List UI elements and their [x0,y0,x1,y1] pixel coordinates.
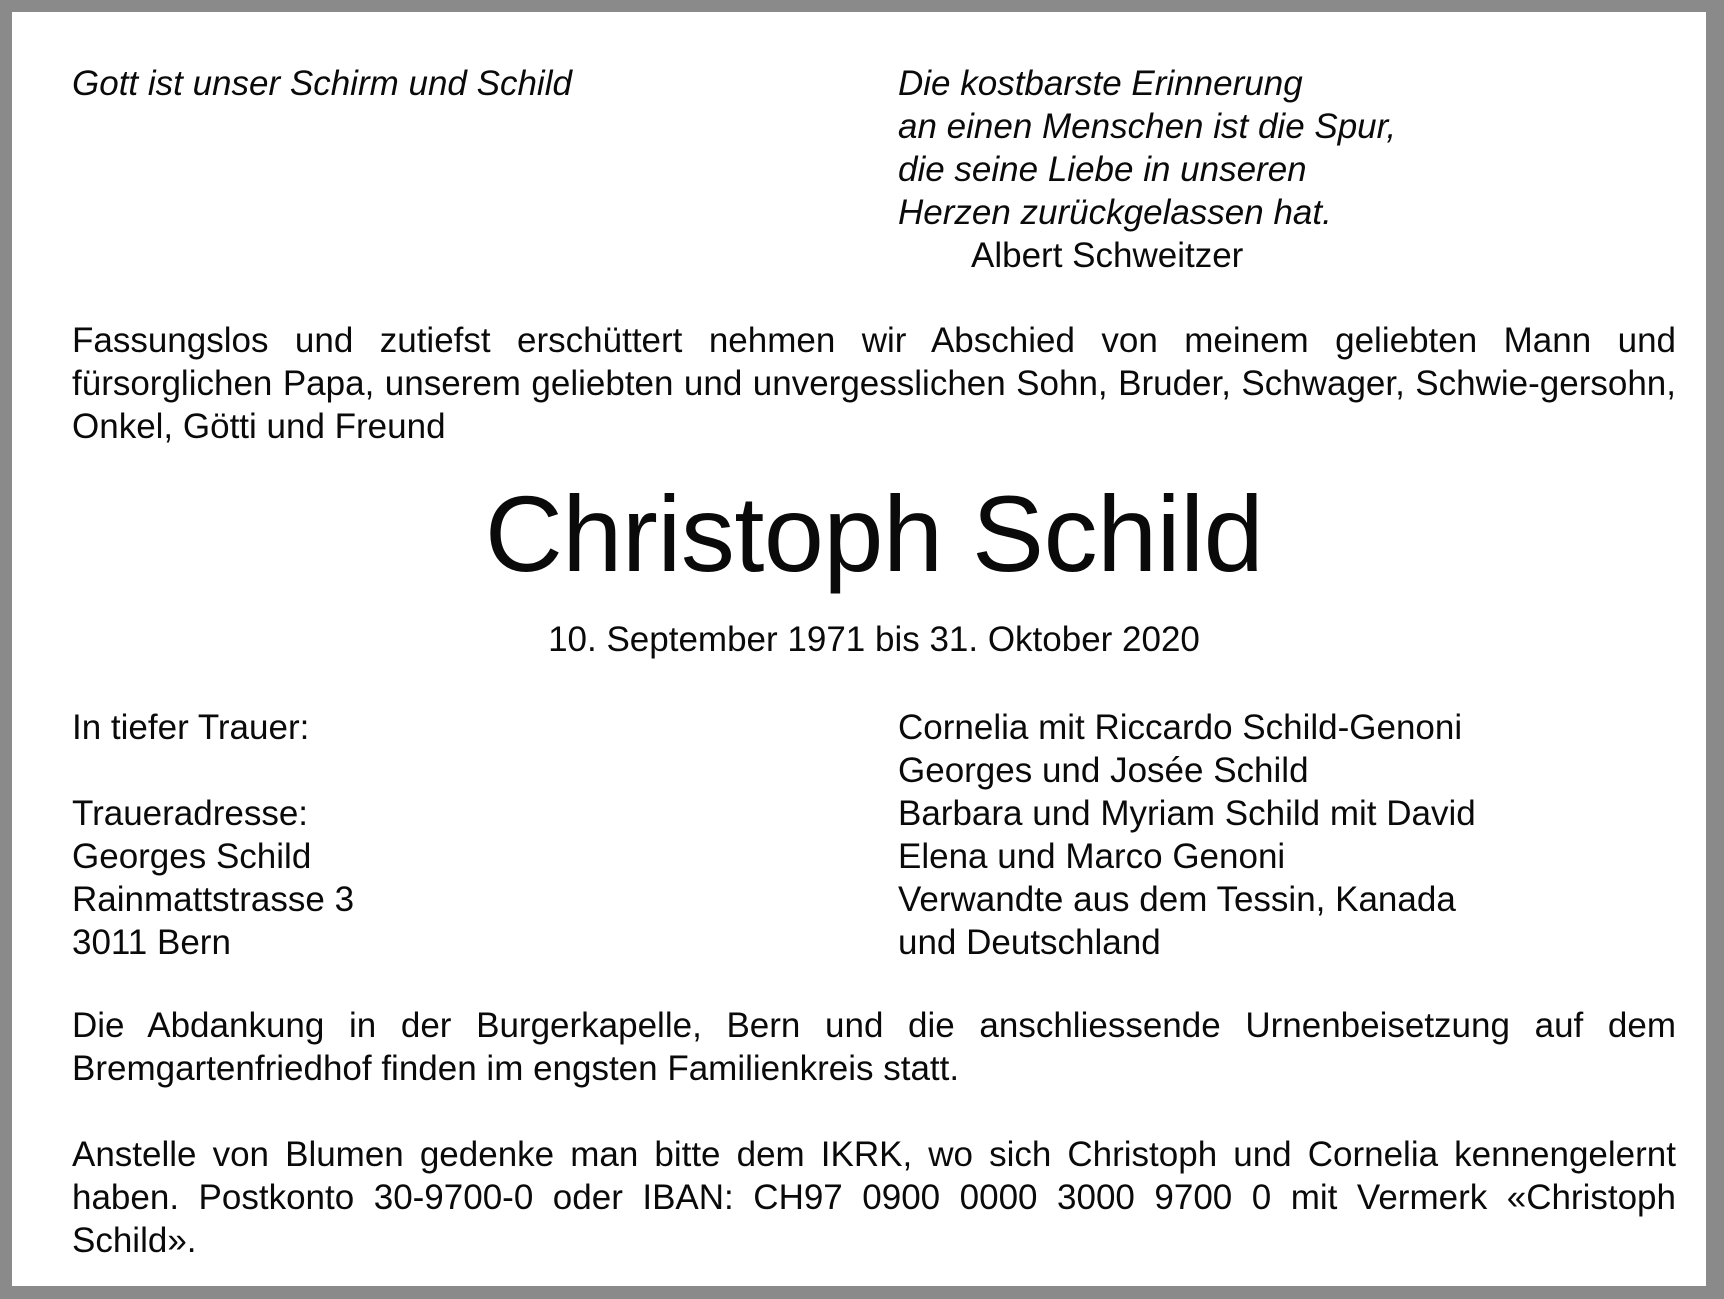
spacer [72,749,832,792]
quote-author: Albert Schweitzer [971,236,1244,275]
mourner-item: Elena und Marco Genoni [898,837,1286,876]
address-label: Traueradresse: [72,794,309,833]
mourner-item: Cornelia mit Riccardo Schild-Genoni [898,708,1463,747]
quote-block [898,62,1598,277]
donation-text: Anstelle von Blumen gedenke man bitte dem IKRK, wo sich Christoph und Cornelia kennengelernt haben. Postkonto 30-9700-0 oder IBAN: CH97 0900 0000 3000 9700 0 mit Vermerk «Christoph Schild». [72,1135,1676,1260]
intro-text: Fassungslos und zutiefst erschüttert nehmen wir Abschied von meinem geliebten Mann und fürsorglichen Papa, unserem geliebten und unvergesslichen Sohn, Bruder, Schwager, Schwie-gersohn, Onkel, Götti und Freund [72,321,1676,446]
mourner-item: und Deutschland [898,923,1161,962]
life-dates: 10. September 1971 bis 31. Oktober 2020 [548,620,1200,659]
mourning-label: In tiefer Trauer: [72,708,310,747]
deceased-name: Christoph Schild [484,473,1264,594]
mourning-info [72,706,832,964]
address-name: Georges Schild [72,837,312,876]
quote-line: an einen Menschen ist die Spur, [898,107,1397,146]
address-city: 3011 Bern [72,923,231,962]
quote-line: Die kostbarste Erinnerung [898,64,1303,103]
quote-line: die seine Liebe in unseren [898,150,1307,189]
ceremony-text: Die Abdankung in der Burgerkapelle, Bern und die anschliessende Urnenbeisetzung auf dem Bremgartenfriedhof finden im engsten Familienkreis statt. [72,1006,1676,1088]
mourner-item: Georges und Josée Schild [898,751,1309,790]
mourners-list [898,706,1658,964]
quote-line: Herzen zurückgelassen hat. [898,193,1332,232]
address-street: Rainmattstrasse 3 [72,880,355,919]
motto: Gott ist unser Schirm und Schild [72,64,572,103]
mourner-item: Verwandte aus dem Tessin, Kanada [898,880,1456,919]
mourner-item: Barbara und Myriam Schild mit David [898,794,1476,833]
